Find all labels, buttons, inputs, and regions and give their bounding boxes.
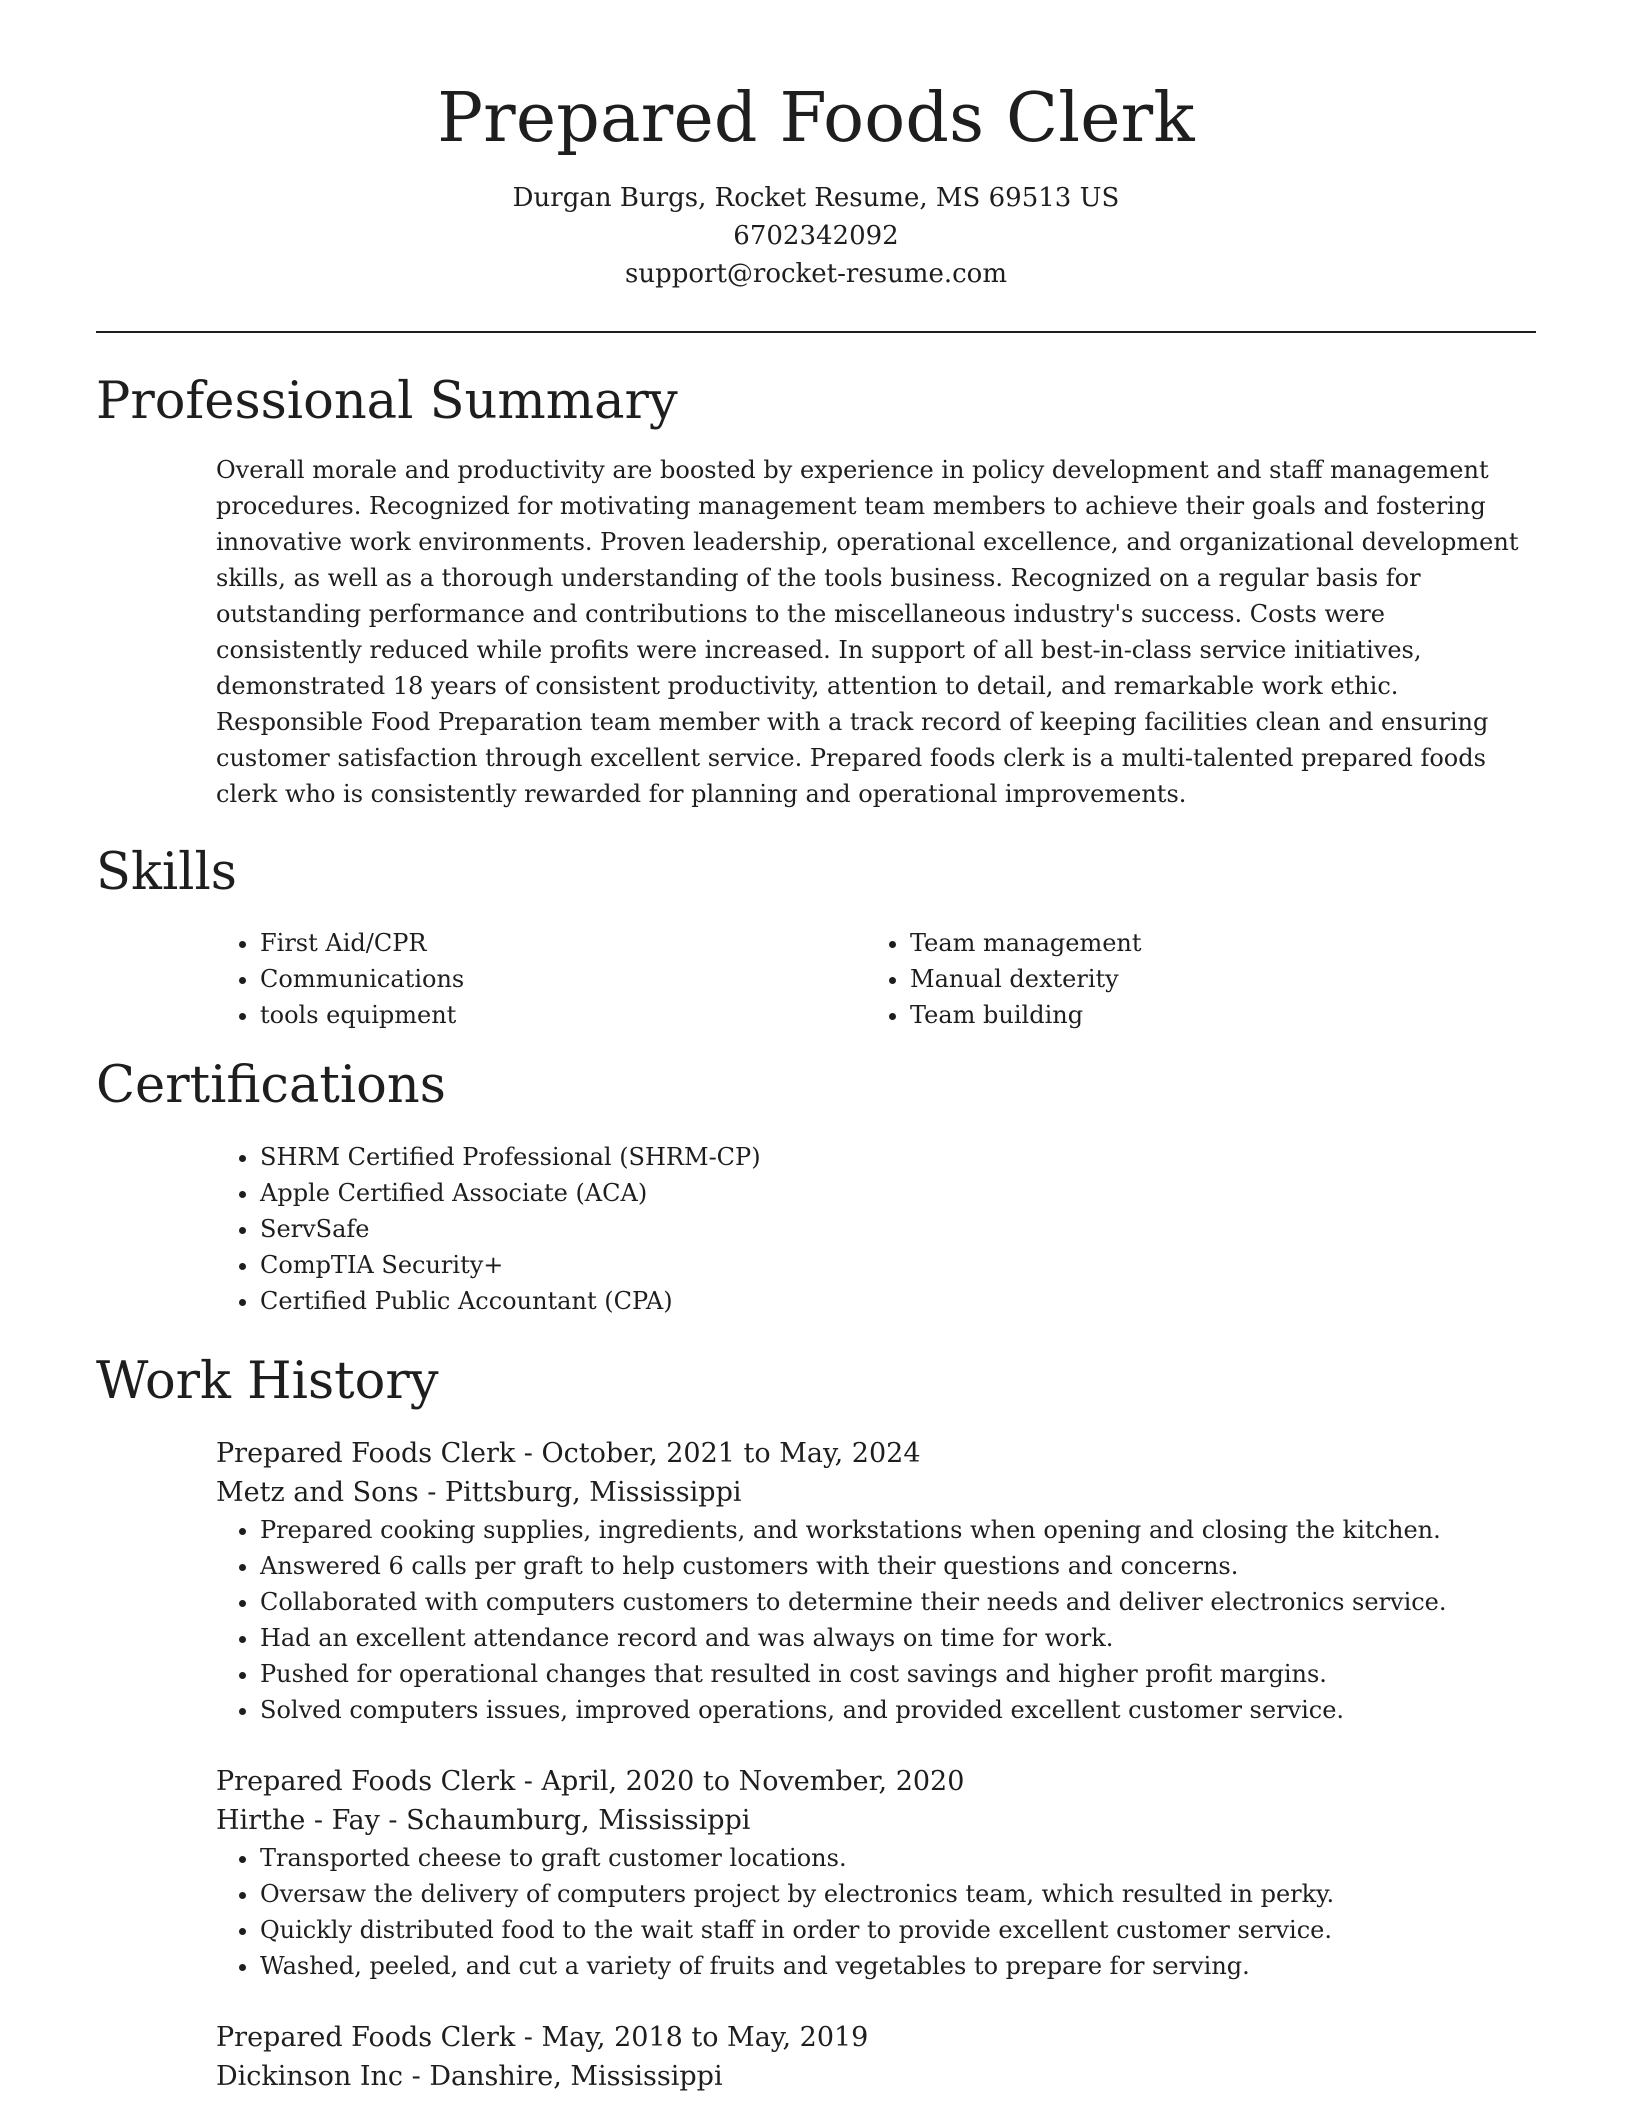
skill-item: • Team building	[910, 997, 1516, 1033]
skill-item: • Manual dexterity	[910, 961, 1516, 997]
job-duty-item: • Oversaw the delivery of computers project by electronics team, which resulted in perky.	[260, 1876, 1536, 1912]
skill-item: • Communications	[260, 961, 866, 997]
summary-text: Overall morale and productivity are boosted by experience in policy development and staff management procedures. Recognized for motivating management team members to achieve their goals and fostering innovative work environments. Proven leadership, operational excellence, and organizational development skills, as well as a thorough understanding of the tools business. Recognized on a regular basis for outstanding performance and contributions to the miscellaneous industry's success. Costs were consistently reduced while profits were increased. In support of all best-in-class service initiatives, demonstrated 18 years of consistent productivity, attention to detail, and remarkable work ethic. Responsible Food Preparation team member with a track record of keeping facilities clean and ensuring customer satisfaction through excellent service. Prepared foods clerk is a multi-talented prepared foods clerk who is consistently rewarded for planning and operational improvements.	[216, 456, 1519, 809]
job-duty-item: • Pushed for operational changes that resulted in cost savings and higher profit margins.	[260, 1656, 1536, 1692]
job-duty-item: • Answered 6 calls per graft to help customers with their questions and concerns.	[260, 1548, 1536, 1584]
email: support@rocket-resume.com	[624, 258, 1007, 289]
address: Durgan Burgs, Rocket Resume, MS 69513 US	[512, 182, 1120, 213]
job-title-dates: Prepared Foods Clerk - April, 2020 to November, 2020	[216, 1765, 965, 1797]
job-title-dates: Prepared Foods Clerk - October, 2021 to May, 2024	[216, 1437, 921, 1469]
job-entry	[216, 2018, 1536, 2096]
job-entry	[216, 1762, 1536, 1984]
certification-item: • CompTIA Security+	[260, 1247, 1536, 1283]
job-duties	[216, 1512, 1536, 1728]
certification-item: • ServSafe	[260, 1211, 1536, 1247]
job-duty-item: • Had an excellent attendance record and was always on time for work.	[260, 1620, 1536, 1656]
job-duties	[216, 1840, 1536, 1984]
skill-item: • First Aid/CPR	[260, 925, 866, 961]
summary-heading: Professional Summary	[96, 371, 678, 431]
phone: 6702342092	[733, 220, 899, 251]
skill-item: • tools equipment	[260, 997, 866, 1033]
job-company-location: Dickinson Inc - Danshire, Mississippi	[216, 2060, 723, 2092]
skill-item: • Team management	[910, 925, 1516, 961]
certifications-heading: Certifications	[96, 1056, 446, 1116]
certification-item: • Certified Public Accountant (CPA)	[260, 1283, 1536, 1319]
job-company-location: Hirthe - Fay - Schaumburg, Mississippi	[216, 1804, 751, 1836]
certifications-list	[216, 1139, 1536, 1319]
job-company-location: Metz and Sons - Pittsburg, Mississippi	[216, 1476, 742, 1508]
header-divider	[96, 331, 1536, 333]
contact-info	[96, 179, 1536, 293]
job-duty-item: • Quickly distributed food to the wait staff in order to provide excellent customer service.	[260, 1912, 1536, 1948]
job-duty-item: • Solved computers issues, improved operations, and provided excellent customer service.	[260, 1692, 1536, 1728]
skills-list	[216, 925, 1536, 1033]
job-duty-item: • Collaborated with computers customers to determine their needs and deliver electronics service.	[260, 1584, 1536, 1620]
certification-item: • SHRM Certified Professional (SHRM-CP)	[260, 1139, 1536, 1175]
work-history-heading: Work History	[96, 1351, 439, 1411]
skills-column-right	[866, 925, 1516, 1033]
job-entry	[216, 1434, 1536, 1728]
job-title-dates: Prepared Foods Clerk - May, 2018 to May, 2019	[216, 2021, 869, 2053]
candidate-name: Prepared Foods Clerk	[437, 79, 1195, 158]
job-duty-item: • Washed, peeled, and cut a variety of fruits and vegetables to prepare for serving.	[260, 1948, 1536, 1984]
resume-header	[96, 78, 1536, 293]
skills-column-left	[216, 925, 866, 1033]
job-duty-item: • Prepared cooking supplies, ingredients, and workstations when opening and closing the kitchen.	[260, 1512, 1536, 1548]
job-duty-item: • Transported cheese to graft customer locations.	[260, 1840, 1536, 1876]
skills-heading: Skills	[96, 843, 237, 903]
certification-item: • Apple Certified Associate (ACA)	[260, 1175, 1536, 1211]
